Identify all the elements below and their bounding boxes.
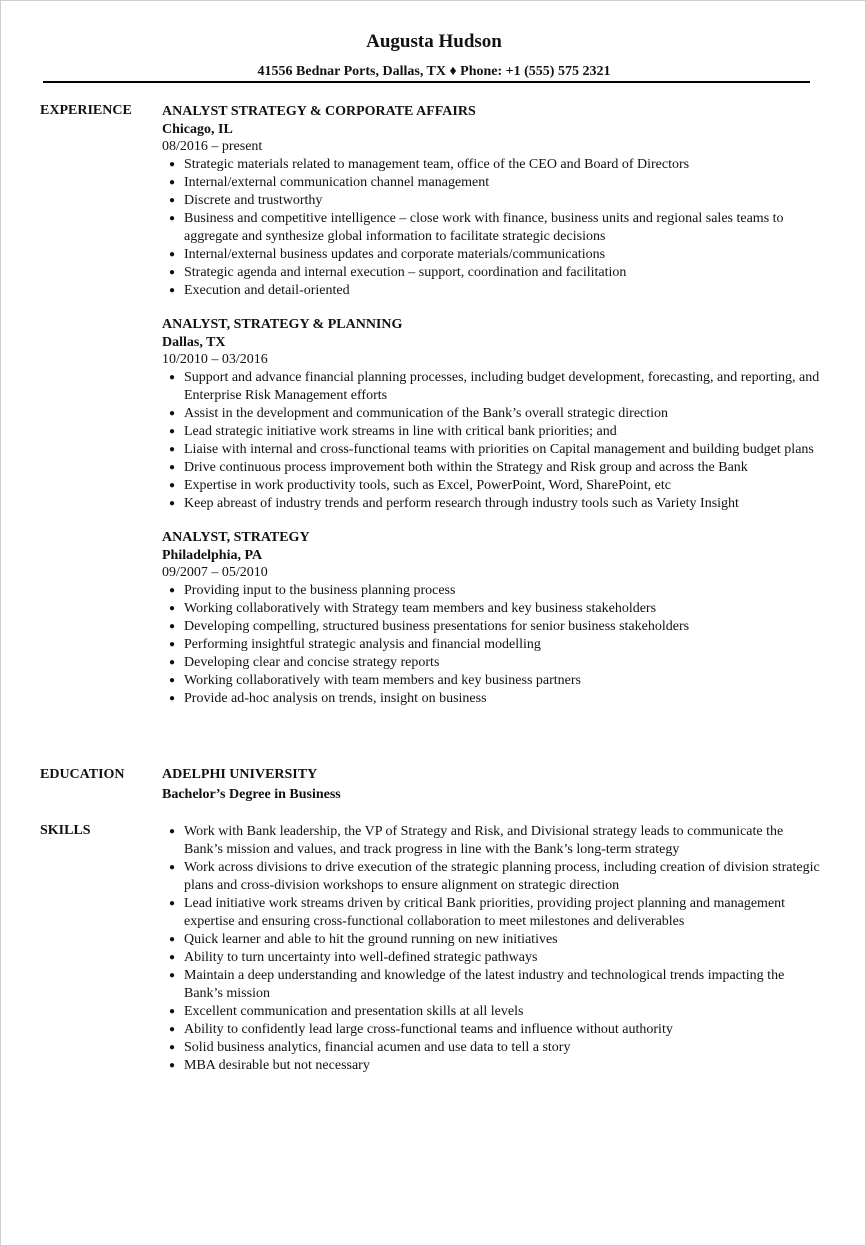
bullet-icon: ● [169, 1060, 176, 1071]
list-item-text: Business and competitive intelligence – close work with finance, business units and regional sales teams to aggregate and synthesize global information to facilitate strategic decisions [184, 211, 784, 244]
list-item-text: Working collaboratively with Strategy team members and key business stakeholders [184, 601, 657, 616]
contact-line: 41556 Bednar Ports, Dallas, TX ♦ Phone: +1 (555) 575 2321 [257, 64, 611, 79]
list-item-text: Lead strategic initiative work streams in line with critical bank priorities; and [184, 424, 617, 439]
bullet-icon: ● [169, 1024, 176, 1035]
bullet-icon: ● [169, 462, 176, 473]
list-item-text: Solid business analytics, financial acumen and use data to tell a story [184, 1040, 571, 1055]
list-item-text: Performing insightful strategic analysis and financial modelling [184, 637, 541, 652]
list-item [162, 156, 822, 174]
list-item [162, 654, 822, 672]
list-item-text: Expertise in work productivity tools, such as Excel, PowerPoint, Word, SharePoint, etc [184, 478, 671, 493]
list-item-text: Support and advance financial planning processes, including budget development, forecasting, and reporting, and Enterprise Risk Management efforts [184, 370, 820, 403]
list-item-text: Excellent communication and presentation skills at all levels [184, 1004, 524, 1019]
job-entry [162, 529, 822, 708]
job-dates: 10/2010 – 03/2016 [162, 352, 268, 367]
bullet-icon: ● [169, 1042, 176, 1053]
job-location: Chicago, IL [162, 122, 233, 137]
list-item [162, 931, 822, 949]
list-item [162, 672, 822, 690]
bullet-icon: ● [169, 898, 176, 909]
section-label-skills: SKILLS [40, 823, 91, 838]
bullet-icon: ● [169, 195, 176, 206]
job-entry [162, 316, 822, 513]
job-location: Philadelphia, PA [162, 548, 263, 563]
school-name: ADELPHI UNIVERSITY [162, 767, 318, 782]
bullet-icon: ● [169, 498, 176, 509]
bullet-icon: ● [169, 372, 176, 383]
list-item-text: Internal/external business updates and corporate materials/communications [184, 247, 606, 262]
list-item [162, 210, 822, 246]
bullet-icon: ● [169, 249, 176, 260]
list-item-text: Discrete and trustworthy [184, 193, 323, 208]
job-title: ANALYST STRATEGY & CORPORATE AFFAIRS [162, 104, 476, 119]
list-item-text: Work with Bank leadership, the VP of Strategy and Risk, and Divisional strategy leads to communicate the Bank’s mission and values, and track progress in line with the Bank’s long-term strategy [184, 824, 784, 857]
list-item-text: Ability to confidently lead large cross-functional teams and influence without authority [184, 1022, 673, 1037]
list-item [162, 246, 822, 264]
list-item [162, 1021, 822, 1039]
bullet-icon: ● [169, 1006, 176, 1017]
list-item-text: Strategic agenda and internal execution – support, coordination and facilitation [184, 265, 627, 280]
bullet-icon: ● [169, 934, 176, 945]
list-item-text: Drive continuous process improvement both within the Strategy and Risk group and across the Bank [184, 460, 748, 475]
section-label-education: EDUCATION [40, 767, 125, 782]
job-bullets [162, 582, 822, 708]
list-item-text: Working collaboratively with team members and key business partners [184, 673, 581, 688]
list-item-text: Ability to turn uncertainty into well-defined strategic pathways [184, 950, 538, 965]
list-item [162, 618, 822, 636]
list-item [162, 600, 822, 618]
bullet-icon: ● [169, 675, 176, 686]
list-item [162, 441, 822, 459]
job-bullets [162, 156, 822, 300]
list-item [162, 192, 822, 210]
bullet-icon: ● [169, 177, 176, 188]
list-item [162, 405, 822, 423]
bullet-icon: ● [169, 585, 176, 596]
list-item [162, 895, 822, 931]
education-entry [162, 766, 822, 806]
list-item-text: MBA desirable but not necessary [184, 1058, 370, 1073]
bullet-icon: ● [169, 693, 176, 704]
list-item [162, 369, 822, 405]
bullet-icon: ● [169, 267, 176, 278]
job-location: Dallas, TX [162, 335, 226, 350]
bullet-icon: ● [169, 213, 176, 224]
list-item [162, 423, 822, 441]
list-item [162, 859, 822, 895]
list-item-text: Strategic materials related to management team, office of the CEO and Board of Directors [184, 157, 690, 172]
list-item [162, 690, 822, 708]
section-label-experience: EXPERIENCE [40, 103, 132, 118]
header-divider [43, 81, 810, 83]
list-item-text: Assist in the development and communication of the Bank’s overall strategic direction [184, 406, 669, 421]
bullet-icon: ● [169, 603, 176, 614]
list-item [162, 282, 822, 300]
list-item-text: Quick learner and able to hit the ground running on new initiatives [184, 932, 558, 947]
experience-list [162, 102, 822, 724]
list-item [162, 823, 822, 859]
job-dates: 09/2007 – 05/2010 [162, 565, 268, 580]
job-bullets [162, 369, 822, 513]
bullet-icon: ● [169, 639, 176, 650]
list-item-text: Internal/external communication channel management [184, 175, 490, 190]
bullet-icon: ● [169, 952, 176, 963]
bullet-icon: ● [169, 826, 176, 837]
list-item-text: Liaise with internal and cross-functional teams with priorities on Capital management and building budget plans [184, 442, 814, 457]
bullet-icon: ● [169, 408, 176, 419]
bullet-icon: ● [169, 970, 176, 981]
skills-list [162, 823, 822, 1075]
list-item-text: Developing compelling, structured business presentations for senior business stakeholders [184, 619, 690, 634]
list-item-text: Providing input to the business planning process [184, 583, 456, 598]
bullet-icon: ● [169, 621, 176, 632]
list-item-text: Execution and detail-oriented [184, 283, 350, 298]
list-item [162, 636, 822, 654]
list-item-text: Keep abreast of industry trends and perform research through industry tools such as Variety Insight [184, 496, 739, 511]
bullet-icon: ● [169, 444, 176, 455]
list-item [162, 495, 822, 513]
list-item [162, 949, 822, 967]
list-item-text: Lead initiative work streams driven by critical Bank priorities, providing project planning and management expertise and ensuring cross-functional collaboration to meet milestones and deliverables [184, 896, 786, 929]
bullet-icon: ● [169, 480, 176, 491]
job-entry [162, 103, 822, 300]
bullet-icon: ● [169, 426, 176, 437]
list-item [162, 1003, 822, 1021]
list-item-text: Work across divisions to drive execution of the strategic planning process, including creation of division strategic plans and cross-division workshops to ensure alignment on strategic direction [184, 860, 820, 893]
bullet-icon: ● [169, 657, 176, 668]
list-item-text: Developing clear and concise strategy reports [184, 655, 440, 670]
list-item [162, 1057, 822, 1075]
degree-name: Bachelor’s Degree in Business [162, 787, 341, 802]
list-item-text: Maintain a deep understanding and knowledge of the latest industry and technological trends impacting the Bank’s mission [184, 968, 785, 1001]
list-item-text: Provide ad-hoc analysis on trends, insight on business [184, 691, 487, 706]
job-dates: 08/2016 – present [162, 139, 263, 154]
job-title: ANALYST, STRATEGY [162, 530, 310, 545]
list-item [162, 264, 822, 282]
list-item [162, 174, 822, 192]
list-item [162, 582, 822, 600]
list-item [162, 967, 822, 1003]
bullet-icon: ● [169, 862, 176, 873]
list-item [162, 1039, 822, 1057]
list-item [162, 459, 822, 477]
job-title: ANALYST, STRATEGY & PLANNING [162, 317, 403, 332]
candidate-name: Augusta Hudson [366, 31, 502, 52]
list-item [162, 477, 822, 495]
skills-body [162, 822, 822, 1075]
bullet-icon: ● [169, 159, 176, 170]
bullet-icon: ● [169, 285, 176, 296]
